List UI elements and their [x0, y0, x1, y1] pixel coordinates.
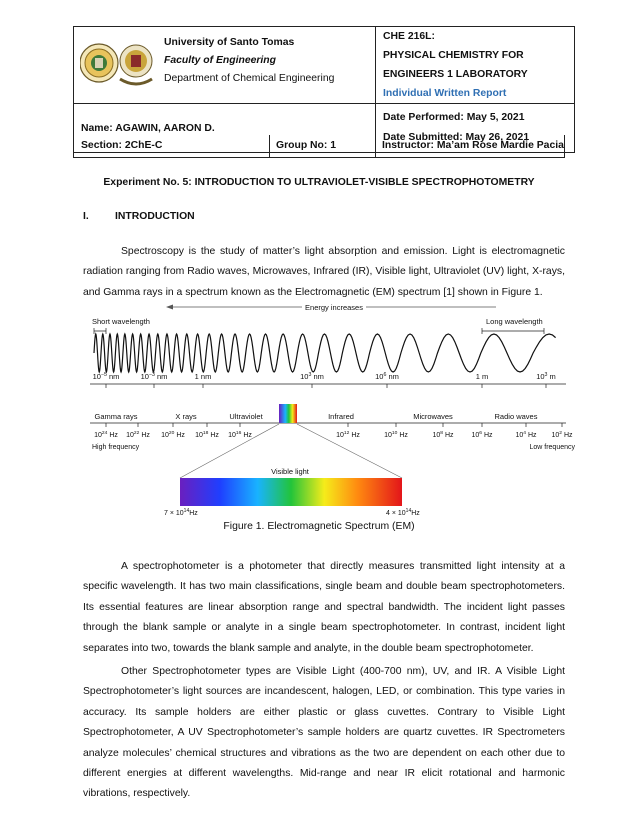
faculty-seal-icon — [120, 45, 152, 84]
wavelength-tick-label: 1 m — [475, 372, 489, 381]
frequency-tick-label: $10^{18}$ Hz — [195, 431, 219, 439]
wavelength-tick-label: $10^3$ m — [536, 372, 556, 381]
band-labels — [95, 412, 538, 421]
wavelength-ticks — [93, 372, 556, 388]
experiment-title: Experiment No. 5: INTRODUCTION TO ULTRAVIOLET-VISIBLE SPECTROPHOTOMETRY — [103, 177, 535, 188]
wavelength-tick-label: $10^6$ nm — [375, 372, 399, 381]
band-label: Radio waves — [494, 412, 538, 421]
frequency-tick-label: $10^4$ Hz — [515, 431, 537, 439]
frequency-tick-label: $10^8$ Hz — [432, 431, 454, 439]
long-wavelength-label: Long wavelength — [486, 317, 543, 326]
ust-seal-icon — [80, 44, 118, 82]
university-seals — [80, 35, 160, 91]
section-heading — [83, 211, 195, 222]
frequency-tick-label: $10^2$ Hz — [551, 431, 573, 439]
figure-caption: Figure 1. Electromagnetic Spectrum (EM) — [223, 521, 415, 532]
report-type: Individual Written Report — [383, 88, 507, 99]
band-label: Infrared — [328, 412, 354, 421]
faculty-name: Faculty of Engineering — [164, 55, 276, 66]
date-performed: Date Performed: May 5, 2021 — [383, 112, 525, 123]
wave-path — [94, 334, 556, 372]
band-label: Ultraviolet — [229, 412, 263, 421]
course-cell — [376, 27, 575, 104]
wavelength-tick-label: $10^{-5}$ nm — [92, 372, 120, 381]
header-table — [73, 26, 575, 153]
frequency-tick-label: $10^{10}$ Hz — [384, 431, 408, 439]
frequency-tick-label: $10^{12}$ Hz — [336, 431, 360, 439]
instructor-cell: Instructor: Ma’am Rose Mardie Pacia — [382, 140, 564, 151]
band-label: Microwaves — [413, 412, 453, 421]
student-name: Name: AGAWIN, AARON D. — [74, 104, 376, 153]
wavelength-tick-label: $10^{-3}$ nm — [140, 372, 168, 381]
frequency-ticks — [94, 423, 573, 439]
energy-label: Energy increases — [305, 303, 363, 312]
paragraph-1: Spectroscopy is the study of matter’s light absorption and emission. Light is electromagnetic radiation ranging from Radio waves, Microwaves, Infrared (IR), Visible light, Ultraviolet (UV) light, X-rays, and Gamma rays in a spectrum known as the Electromagnetic (EM) spectrum [1] shown in Figure 1. — [83, 246, 565, 298]
section-cell: Section: 2ChE-C — [81, 140, 163, 151]
info-row — [73, 135, 565, 158]
university-name: University of Santo Tomas — [164, 37, 295, 48]
date-submitted: Date Submitted: May 26, 2021 — [383, 132, 530, 143]
course-title-2: ENGINEERS 1 LABORATORY — [383, 69, 528, 80]
wavelength-tick-label: $10^3$ nm — [300, 372, 324, 381]
low-frequency-label: Low frequency — [529, 444, 575, 451]
high-frequency-label: High frequency — [92, 444, 140, 451]
paragraph-3: Other Spectrophotometer types are Visible Light (400-700 nm), UV, and IR. A Visible Light Spectrophotometer’s light sources are incandescent, halogen, LED, or combination. This type varies in accuracy. Its sample holders are either plastic or glass cuvettes. Contrary to Visible Light Spectrophotometer, A UV Spectrophotometer’s sample holders are quartz cuvettes. IR Spectrometers analyze molecules’ chemical structures and vibrations as the two are dependent on each other due to different energies at different wavelengths. Mid-range and near IR elicit rotational and harmonic vibrations, respectively. — [83, 666, 565, 800]
visible-spectrum-bar — [180, 478, 402, 506]
visible-light-label: Visible light — [271, 467, 309, 476]
course-title-1: PHYSICAL CHEMISTRY FOR — [383, 50, 524, 61]
wavelength-tick-label: 1 nm — [194, 372, 212, 381]
department-name: Department of Chemical Engineering — [164, 73, 335, 84]
short-wavelength-label: Short wavelength — [92, 317, 150, 326]
group-cell: Group No: 1 — [276, 140, 337, 151]
frequency-tick-label: $10^6$ Hz — [471, 431, 493, 439]
band-label: Gamma rays — [94, 412, 138, 421]
band-label: X rays — [175, 412, 197, 421]
frequency-tick-label: $10^{20}$ Hz — [161, 431, 185, 439]
section-number: I. — [83, 211, 89, 222]
visible-band-strip — [279, 404, 297, 423]
visible-right-freq: $4 \times 10^{14}Hz$ — [386, 508, 420, 517]
paragraph-2: A spectrophotometer is a photometer that directly measures transmitted light intensity at a specific wavelength. It has two main classifications, single beam and double beam spectrophotometers. Its essential features are linear absorption range and spectral bandwidth. The incident light passes through the blank sample or analyte in a single beam spectrophotometer. In contrast, incident light separates into two, towards the blank sample and analyte, in the double beam spectrophotometer. — [83, 561, 565, 654]
frequency-tick-label: $10^{22}$ Hz — [126, 431, 150, 439]
course-code: CHE 216L: — [383, 31, 435, 42]
visible-left-freq: $7 \times 10^{14}Hz$ — [164, 508, 198, 517]
section-title: INTRODUCTION — [115, 211, 195, 222]
university-cell — [74, 27, 376, 104]
em-spectrum-figure — [86, 297, 580, 517]
frequency-tick-label: $10^{16}$ Hz — [228, 431, 252, 439]
frequency-tick-label: $10^{24}$ Hz — [94, 431, 118, 439]
